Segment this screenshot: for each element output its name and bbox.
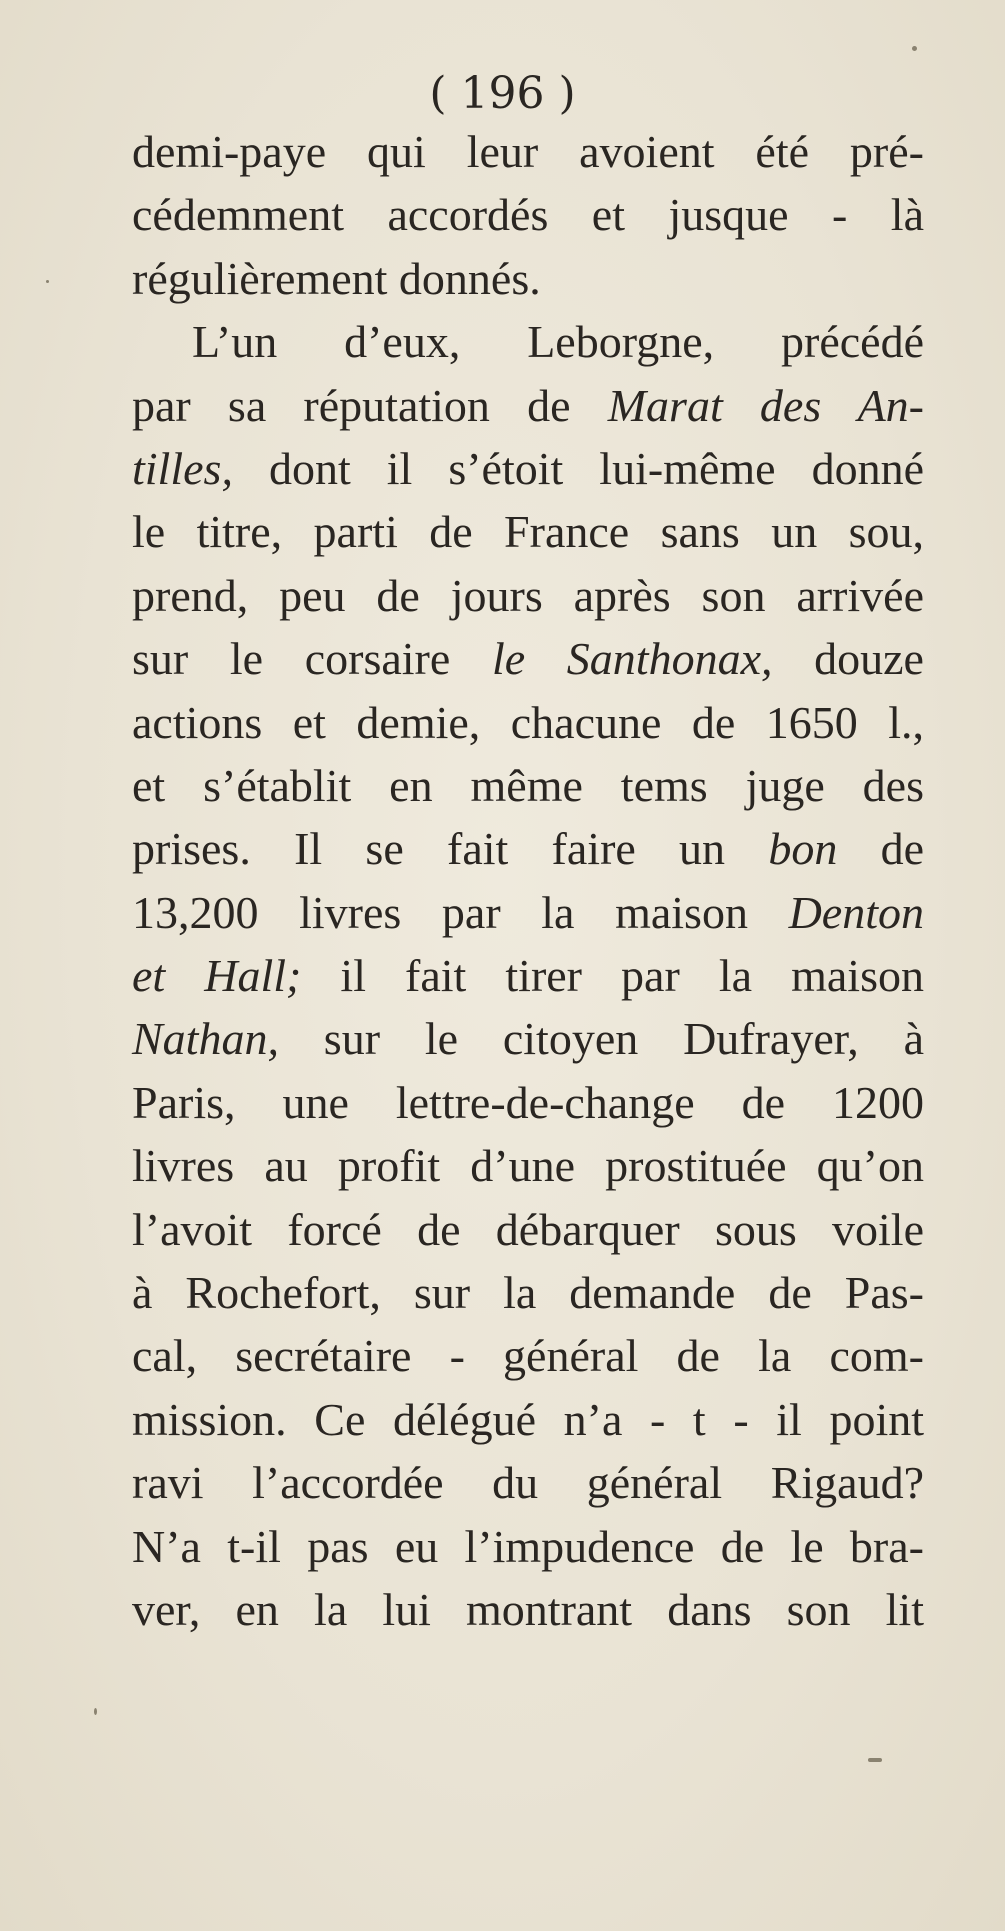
text-line xyxy=(132,1578,924,1641)
text-line xyxy=(132,437,924,500)
text-line xyxy=(132,1261,924,1324)
text-segment: livres au profit d’une prostituée qu’on xyxy=(132,1140,924,1192)
text-segment: sur le citoyen Dufrayer, à xyxy=(278,1013,924,1065)
text-segment: il fait tirer par la maison xyxy=(301,950,924,1002)
text-line xyxy=(132,183,924,246)
paper-speck xyxy=(46,280,49,283)
text-line xyxy=(132,1007,924,1070)
text-line xyxy=(132,754,924,817)
text-segment: à Rochefort, sur la demande de Pas- xyxy=(132,1267,924,1319)
text-line xyxy=(132,627,924,690)
text-segment: Paris, une lettre-de-change de 1200 xyxy=(132,1076,924,1128)
text-line xyxy=(132,120,924,183)
text-segment: sur le corsaire xyxy=(132,633,492,685)
text-segment: L’un d’eux, Leborgne, précédé xyxy=(192,316,924,368)
italic-text-segment: et Hall; xyxy=(132,950,302,1002)
italic-text-segment: Marat des An- xyxy=(607,379,924,431)
paper-speck xyxy=(912,46,917,51)
text-line xyxy=(132,310,924,373)
text-line xyxy=(132,1324,924,1387)
text-line xyxy=(132,1071,924,1134)
body-text xyxy=(132,120,924,1641)
italic-text-segment: Denton xyxy=(788,886,924,938)
text-segment: ver, en la lui montrant dans son lit xyxy=(132,1583,924,1635)
text-line xyxy=(132,247,924,310)
italic-text-segment: bon xyxy=(768,823,838,875)
text-line xyxy=(132,500,924,563)
text-segment: dont il s’étoit lui-même donné xyxy=(232,442,924,494)
text-segment: cédemment accordés et jusque - là xyxy=(132,189,924,241)
text-line xyxy=(132,1451,924,1514)
text-line xyxy=(132,691,924,754)
text-segment: l’avoit forcé de débarquer sous voile xyxy=(132,1203,924,1255)
italic-text-segment: Nathan, xyxy=(132,1013,279,1065)
text-segment: douze xyxy=(772,633,924,685)
text-segment: N’a t-il pas eu l’impudence de le bra- xyxy=(132,1520,924,1572)
text-line xyxy=(132,1198,924,1261)
text-line xyxy=(132,1134,924,1197)
text-segment: ravi l’accordée du général Rigaud? xyxy=(132,1457,924,1509)
text-segment: régulièrement donnés. xyxy=(132,252,541,304)
paper-speck xyxy=(868,1758,882,1762)
text-segment: de xyxy=(837,823,924,875)
text-segment: 13,200 livres par la maison xyxy=(132,886,789,938)
italic-text-segment: tilles, xyxy=(132,442,233,494)
text-segment: actions et demie, chacune de 1650 l., xyxy=(132,696,924,748)
text-segment: et s’établit en même tems juge des xyxy=(132,759,924,811)
text-line xyxy=(132,944,924,1007)
text-line xyxy=(132,1388,924,1451)
text-segment: demi-paye qui leur avoient été pré- xyxy=(132,126,924,177)
text-line xyxy=(132,817,924,880)
text-line xyxy=(132,374,924,437)
page-number: ( 196 ) xyxy=(429,68,576,119)
text-segment: prend, peu de jours après son arrivée xyxy=(132,569,924,621)
text-line xyxy=(132,564,924,627)
text-line xyxy=(132,1515,924,1578)
text-line xyxy=(132,881,924,944)
italic-text-segment: le Santhonax, xyxy=(491,633,773,685)
text-segment: mission. Ce délégué n’a - t - il point xyxy=(132,1393,924,1445)
paper-speck xyxy=(94,1708,97,1715)
text-segment: cal, secrétaire - général de la com- xyxy=(132,1330,924,1382)
text-segment: le titre, parti de France sans un sou, xyxy=(132,506,924,558)
text-segment: prises. Il se fait faire un xyxy=(132,823,769,875)
text-segment: par sa réputation de xyxy=(132,379,608,431)
